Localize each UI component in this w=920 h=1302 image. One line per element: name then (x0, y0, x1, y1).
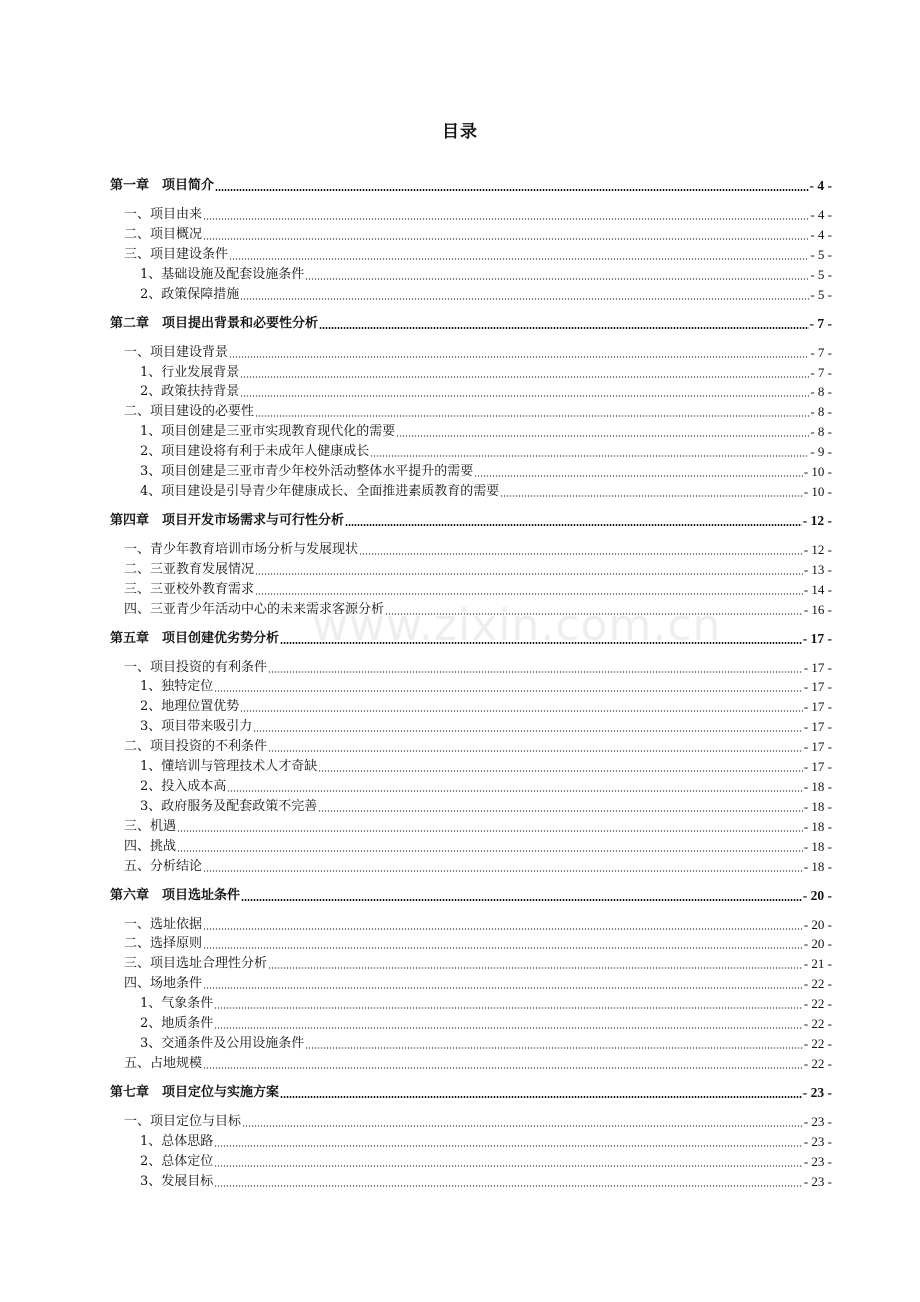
toc-entry-label: 第一章 项目简介 (110, 178, 215, 193)
toc-entry[interactable] (110, 815, 832, 835)
dot-leader (255, 573, 803, 575)
toc-entry-page-number: - 20 - (803, 917, 832, 932)
toc-entry-label: 2、地质条件 (140, 1016, 214, 1031)
toc-entry-page-number: - 18 - (803, 859, 832, 874)
toc-entry-page-number: - 17 - (803, 699, 832, 714)
toc-entry[interactable] (110, 1170, 832, 1190)
toc-entry-label: 2、项目建设将有利于未成年人健康成长 (140, 444, 370, 459)
toc-entry-page-number: - 17 - (803, 679, 832, 694)
toc-entry[interactable] (110, 932, 832, 952)
toc-entry-page-number: - 9 - (810, 444, 832, 459)
dot-leader (229, 356, 809, 358)
toc-entry-page-number: - 4 - (809, 178, 832, 193)
toc-entry[interactable] (110, 400, 832, 420)
toc-entry-label: 一、项目建设背景 (124, 345, 229, 360)
toc-entry-page-number: - 17 - (803, 759, 832, 774)
toc-entry-label: 3、项目带来吸引力 (140, 719, 253, 734)
toc-entry-page-number: - 7 - (810, 345, 832, 360)
toc-entry-label: 一、项目由来 (124, 207, 203, 222)
dot-leader (305, 278, 809, 280)
toc-entry-page-number: - 12 - (802, 513, 832, 528)
dot-leader (203, 238, 809, 240)
toc-entry-label: 3、政府服务及配套政策不完善 (140, 799, 318, 814)
toc-entry[interactable] (110, 1150, 832, 1170)
dot-leader (268, 671, 803, 673)
toc-entry-label: 二、项目概况 (124, 227, 203, 242)
toc-entry-page-number: - 10 - (803, 484, 832, 499)
dot-leader (177, 850, 803, 852)
dot-leader (203, 870, 803, 872)
dot-leader (305, 1047, 803, 1049)
dot-leader (345, 524, 802, 526)
toc-chapter-entry[interactable] (110, 312, 832, 332)
dot-leader (203, 987, 803, 989)
toc-entry-page-number: - 18 - (803, 839, 832, 854)
toc-entry[interactable] (110, 361, 832, 381)
toc-entry-page-number: - 21 - (803, 956, 832, 971)
toc-entry[interactable] (110, 598, 832, 618)
toc-entry[interactable] (110, 420, 832, 440)
toc-entry-label: 3、交通条件及公用设施条件 (140, 1036, 305, 1051)
toc-entry-label: 五、分析结论 (124, 859, 203, 874)
toc-entry[interactable] (110, 480, 832, 500)
toc-entry-page-number: - 14 - (803, 582, 832, 597)
toc-entry[interactable] (110, 283, 832, 303)
toc-entry-page-number: - 23 - (803, 1114, 832, 1129)
toc-entry-label: 2、政策保障措施 (140, 287, 240, 302)
toc-entry[interactable] (110, 913, 832, 933)
toc-entry[interactable] (110, 578, 832, 598)
toc-entry-page-number: - 22 - (803, 1016, 832, 1031)
dot-leader (240, 298, 809, 300)
dot-leader (229, 258, 809, 260)
dot-leader (203, 928, 803, 930)
dot-leader (240, 395, 809, 397)
dot-leader (268, 750, 803, 752)
toc-entry-label: 1、气象条件 (140, 996, 214, 1011)
dot-leader (214, 690, 803, 692)
toc-entry-page-number: - 22 - (803, 996, 832, 1011)
toc-entry-page-number: - 23 - (803, 1134, 832, 1149)
dot-leader (203, 218, 809, 220)
toc-entry-label: 第二章 项目提出背景和必要性分析 (110, 316, 319, 331)
toc-entry-page-number: - 23 - (802, 1085, 832, 1100)
toc-entry-label: 1、总体思路 (140, 1134, 214, 1149)
dot-leader (500, 495, 803, 497)
toc-entry[interactable] (110, 855, 832, 875)
toc-entry-page-number: - 4 - (810, 207, 832, 222)
dot-leader (359, 553, 803, 555)
dot-leader (214, 1165, 803, 1167)
dot-leader (255, 593, 803, 595)
toc-entry-page-number: - 4 - (810, 227, 832, 242)
toc-entry[interactable] (110, 952, 832, 972)
toc-entry-label: 3、发展目标 (140, 1174, 214, 1189)
toc-entry[interactable] (110, 1012, 832, 1032)
toc-entry[interactable] (110, 263, 832, 283)
dot-leader (214, 1185, 803, 1187)
dot-leader (280, 1096, 802, 1098)
toc-entry[interactable] (110, 380, 832, 400)
dot-leader (253, 730, 803, 732)
toc-entry[interactable] (110, 695, 832, 715)
toc-entry-page-number: - 5 - (810, 247, 832, 262)
toc-entry-label: 二、选择原则 (124, 936, 203, 951)
toc-entry-label: 二、项目建设的必要性 (124, 404, 255, 419)
dot-leader (318, 770, 803, 772)
dot-leader (240, 710, 803, 712)
toc-entry-label: 三、机遇 (124, 819, 177, 834)
toc-entry-label: 五、占地规模 (124, 1056, 203, 1071)
dot-leader (177, 830, 803, 832)
toc-entry[interactable] (110, 835, 832, 855)
toc-entry-page-number: - 22 - (803, 976, 832, 991)
toc-entry-page-number: - 17 - (803, 660, 832, 675)
dot-leader (318, 810, 803, 812)
toc-entry-page-number: - 17 - (803, 739, 832, 754)
dot-leader (215, 189, 808, 191)
dot-leader (255, 415, 809, 417)
toc-entry[interactable] (110, 558, 832, 578)
toc-entry-page-number: - 22 - (803, 1056, 832, 1071)
toc-entry[interactable] (110, 341, 832, 361)
toc-entry-page-number: - 20 - (802, 888, 832, 903)
dot-leader (227, 790, 803, 792)
toc-entry-label: 2、政策扶持背景 (140, 384, 240, 399)
toc-entry-label: 二、项目投资的不利条件 (124, 739, 268, 754)
toc-entry-label: 2、投入成本高 (140, 779, 227, 794)
toc-entry-page-number: - 10 - (803, 464, 832, 479)
toc-entry[interactable] (110, 1130, 832, 1150)
page-title: 目录 (442, 122, 478, 142)
toc-entry-page-number: - 23 - (803, 1174, 832, 1189)
toc-entry-label: 三、项目建设条件 (124, 247, 229, 262)
toc-entry[interactable] (110, 243, 832, 263)
toc-entry-page-number: - 5 - (810, 287, 832, 302)
toc-entry-page-number: - 8 - (810, 424, 832, 439)
toc-entry-label: 1、懂培训与管理技术人才奇缺 (140, 759, 318, 774)
dot-leader (319, 327, 808, 329)
dot-leader (240, 376, 809, 378)
toc-entry-label: 第四章 项目开发市场需求与可行性分析 (110, 513, 345, 528)
toc-entry-page-number: - 16 - (803, 602, 832, 617)
toc-entry[interactable] (110, 1032, 832, 1052)
toc-entry-label: 四、挑战 (124, 839, 177, 854)
toc-entry-page-number: - 7 - (809, 316, 832, 331)
toc-entry-page-number: - 18 - (803, 779, 832, 794)
dot-leader (474, 475, 803, 477)
toc-entry[interactable] (110, 203, 832, 223)
toc-entry-page-number: - 18 - (803, 819, 832, 834)
toc-entry-page-number: - 7 - (810, 365, 832, 380)
dot-leader (370, 455, 809, 457)
toc-entry[interactable] (110, 223, 832, 243)
toc-entry[interactable] (110, 775, 832, 795)
dot-leader (214, 1007, 803, 1009)
toc-entry-label: 三、项目选址合理性分析 (124, 956, 268, 971)
toc-entry-label: 3、项目创建是三亚市青少年校外活动整体水平提升的需要 (140, 464, 474, 479)
toc-entry-page-number: - 22 - (803, 1036, 832, 1051)
toc-entry-label: 一、青少年教育培训市场分析与发展现状 (124, 542, 359, 557)
dot-leader (268, 967, 803, 969)
toc-entry-page-number: - 20 - (803, 936, 832, 951)
toc-entry[interactable] (110, 538, 832, 558)
toc-entry-page-number: - 17 - (802, 631, 832, 646)
toc-entry-label: 四、三亚青少年活动中心的未来需求客源分析 (124, 602, 385, 617)
toc-entry[interactable] (110, 972, 832, 992)
toc-entry-label: 一、项目定位与目标 (124, 1114, 242, 1129)
toc-entry-label: 第六章 项目选址条件 (110, 888, 241, 903)
dot-leader (241, 899, 802, 901)
toc-entry-page-number: - 8 - (810, 384, 832, 399)
toc-entry-label: 二、三亚教育发展情况 (124, 562, 255, 577)
toc-entry-label: 1、项目创建是三亚市实现教育现代化的需要 (140, 424, 396, 439)
toc-entry-label: 第五章 项目创建优劣势分析 (110, 631, 280, 646)
toc-entry-label: 1、基础设施及配套设施条件 (140, 267, 305, 282)
toc-entry[interactable] (110, 992, 832, 1012)
toc-entry[interactable] (110, 795, 832, 815)
dot-leader (214, 1027, 803, 1029)
toc-entry-label: 三、三亚校外教育需求 (124, 582, 255, 597)
toc-entry[interactable] (110, 755, 832, 775)
toc-entry-page-number: - 13 - (803, 562, 832, 577)
toc-entry-page-number: - 18 - (803, 799, 832, 814)
toc-entry-label: 2、地理位置优势 (140, 699, 240, 714)
toc-entry-page-number: - 17 - (803, 719, 832, 734)
dot-leader (280, 642, 802, 644)
dot-leader (385, 613, 803, 615)
toc-entry-label: 1、独特定位 (140, 679, 214, 694)
toc-entry-label: 一、项目投资的有利条件 (124, 660, 268, 675)
toc-entry-label: 一、选址依据 (124, 917, 203, 932)
toc-entry-page-number: - 8 - (810, 404, 832, 419)
toc-entry-label: 4、项目建设是引导青少年健康成长、全面推进素质教育的需要 (140, 484, 500, 499)
toc-entry-label: 四、场地条件 (124, 976, 203, 991)
toc-chapter-entry[interactable] (110, 884, 832, 904)
toc-entry[interactable] (110, 656, 832, 676)
toc-chapter-entry[interactable] (110, 627, 832, 647)
watermark-text: www.zixin.com.cn (312, 600, 722, 651)
toc-entry[interactable] (110, 460, 832, 480)
dot-leader (214, 1145, 803, 1147)
toc-chapter-entry[interactable] (110, 174, 832, 194)
toc-entry[interactable] (110, 735, 832, 755)
dot-leader (203, 947, 803, 949)
dot-leader (242, 1125, 803, 1127)
toc-entry-page-number: - 23 - (803, 1154, 832, 1169)
toc-entry[interactable] (110, 675, 832, 695)
dot-leader (203, 1067, 803, 1069)
toc-entry-label: 2、总体定位 (140, 1154, 214, 1169)
toc-entry-label: 第七章 项目定位与实施方案 (110, 1085, 280, 1100)
toc-entry[interactable] (110, 1052, 832, 1072)
toc-entry[interactable] (110, 440, 832, 460)
toc-chapter-entry[interactable] (110, 509, 832, 529)
dot-leader (396, 435, 809, 437)
toc-entry-page-number: - 5 - (810, 267, 832, 282)
toc-entry[interactable] (110, 1110, 832, 1130)
toc-entry-page-number: - 12 - (803, 542, 832, 557)
toc-entry[interactable] (110, 715, 832, 735)
toc-chapter-entry[interactable] (110, 1081, 832, 1101)
toc-entry-label: 1、行业发展背景 (140, 365, 240, 380)
